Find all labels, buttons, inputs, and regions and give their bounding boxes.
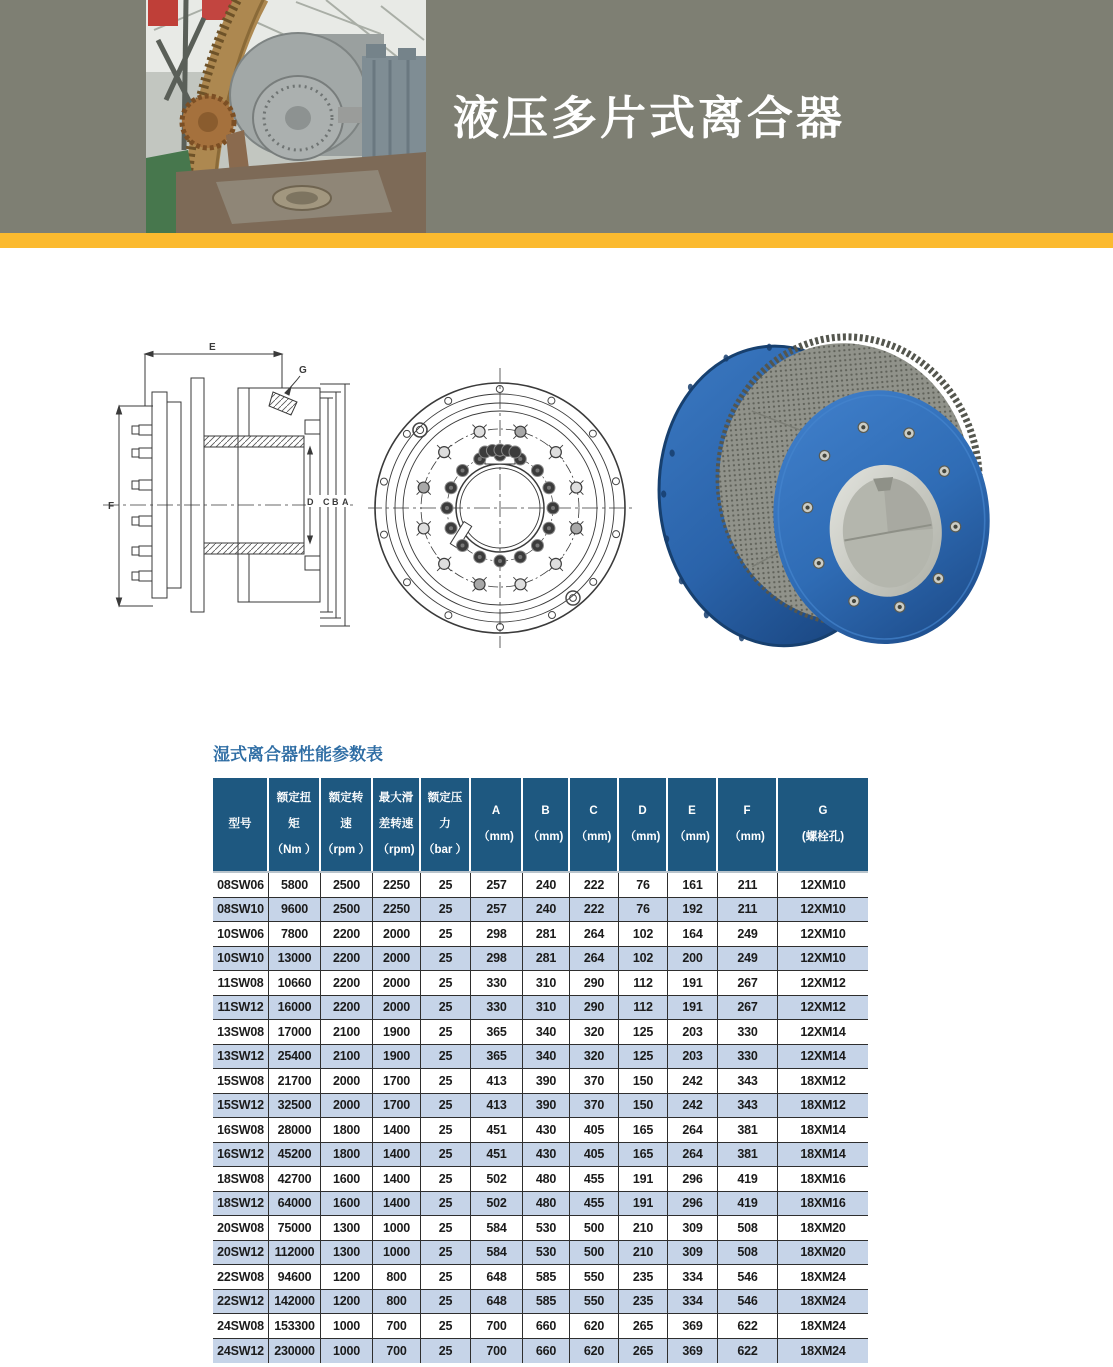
table-cell: 451 [471,1118,523,1143]
table-cell: 502 [471,1192,523,1217]
table-cell: 42700 [269,1167,321,1192]
table-cell: 18SW08 [213,1167,269,1192]
table-cell: 10SW10 [213,947,269,972]
table-row [213,1192,868,1217]
table-header-cell: F （mm) [718,778,778,871]
table-cell: 1700 [373,1094,421,1119]
table-cell: 11SW12 [213,996,269,1021]
table-row [213,1167,868,1192]
table-row [213,1069,868,1094]
table-cell: 660 [523,1314,570,1339]
table-cell: 546 [718,1290,778,1315]
table-cell: 622 [718,1339,778,1364]
table-cell: 2000 [321,1069,373,1094]
table-cell: 18XM20 [778,1241,868,1266]
table-cell: 18SW12 [213,1192,269,1217]
table-cell: 430 [523,1118,570,1143]
table-cell: 334 [668,1265,718,1290]
table-cell: 419 [718,1167,778,1192]
table-header-cell: 额定扭 矩 （Nm ） [269,778,321,871]
table-cell: 800 [373,1265,421,1290]
dim-label-g: G [299,365,307,376]
table-cell: 648 [471,1290,523,1315]
table-cell: 413 [471,1069,523,1094]
table-cell: 18XM12 [778,1094,868,1119]
table-cell: 365 [471,1020,523,1045]
table-cell: 1300 [321,1241,373,1266]
table-cell: 112 [619,996,668,1021]
table-cell: 264 [668,1118,718,1143]
table-cell: 309 [668,1216,718,1241]
table-row [213,1143,868,1168]
table-cell: 2100 [321,1045,373,1070]
table-cell: 1000 [373,1216,421,1241]
table-cell: 242 [668,1094,718,1119]
table-cell: 585 [523,1265,570,1290]
accent-bar [0,233,1113,248]
table-cell: 25400 [269,1045,321,1070]
table-row [213,996,868,1021]
table-cell: 25 [421,1167,471,1192]
table-cell: 112000 [269,1241,321,1266]
table-cell: 584 [471,1216,523,1241]
table-cell: 480 [523,1167,570,1192]
table-cell: 265 [619,1339,668,1364]
table-cell: 18XM14 [778,1143,868,1168]
table-cell: 1900 [373,1020,421,1045]
table-cell: 800 [373,1290,421,1315]
table-cell: 369 [668,1339,718,1364]
table-cell: 2200 [321,922,373,947]
table-cell: 25 [421,1020,471,1045]
table-cell: 2250 [373,873,421,898]
table-cell: 10SW06 [213,922,269,947]
table-cell: 211 [718,898,778,923]
table-cell: 381 [718,1118,778,1143]
table-row [213,947,868,972]
table-header-cell: D （mm) [619,778,668,871]
table-cell: 18XM16 [778,1192,868,1217]
table-cell: 25 [421,898,471,923]
table-header-cell: 额定转 速 （rpm ） [321,778,373,871]
table-cell: 290 [570,971,619,996]
table-cell: 94600 [269,1265,321,1290]
front-view-drawing [368,368,632,648]
table-title: 湿式离合器性能参数表 [213,745,383,764]
table-header-cell: B （mm) [523,778,570,871]
table-cell: 390 [523,1069,570,1094]
table-cell: 451 [471,1143,523,1168]
dim-label-a: A [342,497,349,507]
table-cell: 191 [668,971,718,996]
table-cell: 15SW12 [213,1094,269,1119]
table-cell: 18XM12 [778,1069,868,1094]
table-cell: 309 [668,1241,718,1266]
table-row [213,898,868,923]
table-cell: 210 [619,1241,668,1266]
table-cell: 257 [471,873,523,898]
table-cell: 25 [421,971,471,996]
table-header-row [213,778,868,873]
dim-label-e: E [209,342,216,353]
table-cell: 264 [668,1143,718,1168]
table-cell: 5800 [269,873,321,898]
table-cell: 2500 [321,873,373,898]
table-cell: 700 [373,1314,421,1339]
table-cell: 430 [523,1143,570,1168]
table-cell: 25 [421,996,471,1021]
table-cell: 210 [619,1216,668,1241]
table-cell: 150 [619,1069,668,1094]
table-cell: 164 [668,922,718,947]
table-cell: 12XM10 [778,947,868,972]
table-cell: 18XM24 [778,1314,868,1339]
table-cell: 25 [421,873,471,898]
table-cell: 310 [523,996,570,1021]
table-cell: 18XM20 [778,1216,868,1241]
table-cell: 2200 [321,971,373,996]
table-cell: 76 [619,898,668,923]
table-cell: 18XM14 [778,1118,868,1143]
table-cell: 13SW08 [213,1020,269,1045]
table-cell: 12XM14 [778,1020,868,1045]
table-cell: 281 [523,922,570,947]
table-cell: 264 [570,947,619,972]
table-row [213,1094,868,1119]
table-cell: 211 [718,873,778,898]
table-cell: 222 [570,873,619,898]
cross-section-drawing [95,340,360,650]
table-cell: 1600 [321,1192,373,1217]
table-cell: 25 [421,1094,471,1119]
table-cell: 240 [523,898,570,923]
table-cell: 12XM10 [778,898,868,923]
table-cell: 102 [619,922,668,947]
table-cell: 165 [619,1118,668,1143]
table-cell: 298 [471,947,523,972]
table-header-cell: 型号 [213,778,269,871]
table-cell: 21700 [269,1069,321,1094]
table-cell: 191 [619,1192,668,1217]
table-cell: 13000 [269,947,321,972]
dim-label-b: B [332,497,339,507]
table-row [213,922,868,947]
table-cell: 32500 [269,1094,321,1119]
table-cell: 1700 [373,1069,421,1094]
table-cell: 530 [523,1216,570,1241]
table-cell: 45200 [269,1143,321,1168]
table-cell: 2000 [373,922,421,947]
product-photo [146,0,426,233]
table-cell: 1400 [373,1167,421,1192]
table-cell: 1000 [321,1314,373,1339]
table-cell: 500 [570,1216,619,1241]
table-cell: 7800 [269,922,321,947]
clutch-3d-render [655,330,995,675]
table-cell: 546 [718,1265,778,1290]
table-cell: 12XM12 [778,971,868,996]
table-cell: 2000 [373,947,421,972]
table-cell: 508 [718,1216,778,1241]
table-cell: 235 [619,1265,668,1290]
dim-label-c: C [323,497,330,507]
table-cell: 320 [570,1020,619,1045]
table-cell: 508 [718,1241,778,1266]
table-cell: 200 [668,947,718,972]
table-cell: 16SW12 [213,1143,269,1168]
table-cell: 330 [471,971,523,996]
table-row [213,1118,868,1143]
table-cell: 310 [523,971,570,996]
table-cell: 191 [668,996,718,1021]
table-cell: 1400 [373,1143,421,1168]
table-cell: 20SW08 [213,1216,269,1241]
table-row [213,1314,868,1339]
table-cell: 265 [619,1314,668,1339]
table-cell: 25 [421,1314,471,1339]
table-cell: 17000 [269,1020,321,1045]
table-header-cell: C （mm) [570,778,619,871]
table-cell: 620 [570,1339,619,1364]
table-cell: 150 [619,1094,668,1119]
table-cell: 125 [619,1020,668,1045]
table-cell: 240 [523,873,570,898]
table-row [213,1339,868,1364]
table-cell: 102 [619,947,668,972]
table-cell: 64000 [269,1192,321,1217]
table-cell: 502 [471,1167,523,1192]
table-cell: 700 [471,1314,523,1339]
table-cell: 370 [570,1069,619,1094]
table-cell: 249 [718,922,778,947]
page-title: 液压多片式离合器 [453,92,845,144]
table-cell: 700 [471,1339,523,1364]
table-cell: 298 [471,922,523,947]
table-cell: 112 [619,971,668,996]
dim-label-d: D [307,497,314,507]
table-cell: 500 [570,1241,619,1266]
table-cell: 700 [373,1339,421,1364]
table-cell: 257 [471,898,523,923]
table-cell: 585 [523,1290,570,1315]
table-cell: 22SW08 [213,1265,269,1290]
table-cell: 622 [718,1314,778,1339]
table-cell: 296 [668,1167,718,1192]
table-cell: 1800 [321,1143,373,1168]
table-cell: 370 [570,1094,619,1119]
table-row [213,1020,868,1045]
table-cell: 08SW10 [213,898,269,923]
table-cell: 405 [570,1143,619,1168]
table-cell: 455 [570,1192,619,1217]
table-cell: 620 [570,1314,619,1339]
table-cell: 480 [523,1192,570,1217]
table-cell: 660 [523,1339,570,1364]
table-cell: 264 [570,922,619,947]
table-cell: 12XM10 [778,873,868,898]
table-cell: 267 [718,996,778,1021]
table-cell: 10660 [269,971,321,996]
table-cell: 16SW08 [213,1118,269,1143]
table-cell: 142000 [269,1290,321,1315]
table-cell: 153300 [269,1314,321,1339]
table-cell: 1800 [321,1118,373,1143]
table-cell: 530 [523,1241,570,1266]
table-cell: 18XM24 [778,1290,868,1315]
table-cell: 165 [619,1143,668,1168]
table-cell: 1300 [321,1216,373,1241]
table-cell: 12XM12 [778,996,868,1021]
table-cell: 25 [421,1216,471,1241]
table-row [213,873,868,898]
table-cell: 2200 [321,947,373,972]
table-cell: 28000 [269,1118,321,1143]
table-cell: 369 [668,1314,718,1339]
table-cell: 648 [471,1265,523,1290]
table-cell: 25 [421,1339,471,1364]
table-cell: 1900 [373,1045,421,1070]
table-cell: 1200 [321,1265,373,1290]
table-cell: 550 [570,1265,619,1290]
table-cell: 75000 [269,1216,321,1241]
table-cell: 390 [523,1094,570,1119]
table-cell: 290 [570,996,619,1021]
table-cell: 18XM24 [800,1343,846,1358]
table-cell: 24SW12 [213,1339,269,1364]
table-cell: 2000 [373,971,421,996]
table-cell: 2100 [321,1020,373,1045]
table-cell: 2500 [321,898,373,923]
table-cell: 11SW08 [213,971,269,996]
table-cell: 405 [570,1118,619,1143]
table-cell: 25 [421,1069,471,1094]
table-header-cell: A （mm) [471,778,523,871]
table-cell: 1400 [373,1118,421,1143]
table-cell: 340 [523,1045,570,1070]
table-header-cell: G (螺栓孔) [801,805,845,843]
table-row [213,1045,868,1070]
table-cell: 455 [570,1167,619,1192]
table-cell: 9600 [269,898,321,923]
table-cell: 2000 [373,996,421,1021]
table-cell: 192 [668,898,718,923]
table-cell: 25 [421,1290,471,1315]
table-header-cell: E （mm) [668,778,718,871]
table-cell: 1400 [373,1192,421,1217]
table-cell: 340 [523,1020,570,1045]
table-cell: 2250 [373,898,421,923]
table-cell: 08SW06 [213,873,269,898]
table-cell: 25 [421,1143,471,1168]
table-cell: 419 [718,1192,778,1217]
table-cell: 1000 [321,1339,373,1364]
table-cell: 16000 [269,996,321,1021]
table-cell: 12XM10 [778,922,868,947]
table-cell: 161 [668,873,718,898]
table-cell: 267 [718,971,778,996]
table-cell: 381 [718,1143,778,1168]
table-cell: 1000 [373,1241,421,1266]
table-header-cell: 额定压 力 （bar ） [421,778,471,871]
table-row [213,971,868,996]
table-cell: 343 [718,1094,778,1119]
table-cell: 235 [619,1290,668,1315]
table-header-cell: 最大滑 差转速 （rpm) [373,778,421,871]
table-cell: 365 [471,1045,523,1070]
spec-table [213,778,868,1363]
table-cell: 12XM14 [778,1045,868,1070]
table-cell: 330 [718,1020,778,1045]
table-cell: 22SW12 [213,1290,269,1315]
table-cell: 25 [421,1241,471,1266]
table-cell: 249 [718,947,778,972]
table-row [213,1290,868,1315]
table-row [213,1241,868,1266]
table-cell: 13SW12 [213,1045,269,1070]
table-cell: 203 [668,1045,718,1070]
table-cell: 230000 [269,1339,321,1364]
table-row [213,1216,868,1241]
table-cell: 334 [668,1290,718,1315]
table-cell: 76 [619,873,668,898]
table-cell: 296 [668,1192,718,1217]
dim-label-f: F [108,501,115,512]
table-cell: 25 [421,1192,471,1217]
table-cell: 25 [421,1265,471,1290]
table-cell: 125 [619,1045,668,1070]
table-cell: 18XM16 [778,1167,868,1192]
table-cell: 1200 [321,1290,373,1315]
table-cell: 18XM24 [778,1265,868,1290]
table-cell: 550 [570,1290,619,1315]
table-cell: 203 [668,1020,718,1045]
table-cell: 25 [421,1045,471,1070]
table-cell: 320 [570,1045,619,1070]
table-cell: 584 [471,1241,523,1266]
table-cell: 1600 [321,1167,373,1192]
table-cell: 242 [668,1069,718,1094]
table-cell: 413 [471,1094,523,1119]
table-cell: 2200 [321,996,373,1021]
table-cell: 343 [718,1069,778,1094]
table-cell: 330 [471,996,523,1021]
table-cell: 25 [421,922,471,947]
table-cell: 330 [718,1045,778,1070]
table-cell: 2000 [321,1094,373,1119]
table-cell: 24SW08 [213,1314,269,1339]
table-cell: 25 [421,947,471,972]
table-cell: 25 [421,1118,471,1143]
table-cell: 222 [570,898,619,923]
table-cell: 20SW12 [213,1241,269,1266]
table-cell: 281 [523,947,570,972]
table-cell: 15SW08 [213,1069,269,1094]
table-row [213,1265,868,1290]
table-cell: 191 [619,1167,668,1192]
